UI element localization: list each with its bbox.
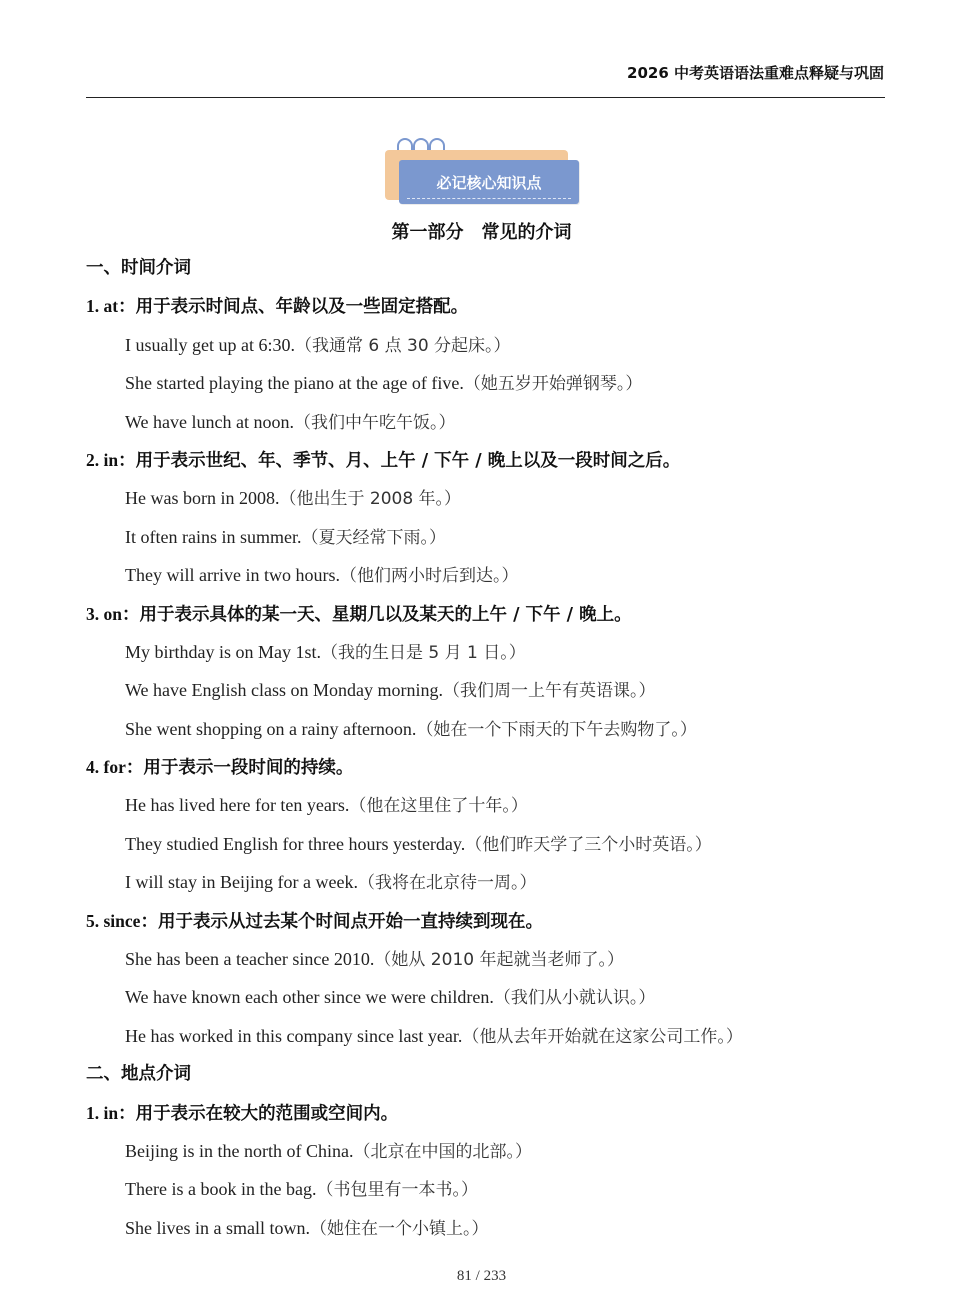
example-sentence (0, 559, 963, 597)
running-header: 2026 中考英语语法重难点释疑与巩固 (627, 64, 884, 82)
header-divider (86, 97, 885, 98)
example-translation: （我将在北京待一周。） (357, 873, 537, 894)
example-sentence (0, 367, 963, 405)
example-english: He has worked in this company since last year. (125, 1025, 463, 1046)
rule-preposition: 2. in (86, 449, 119, 470)
example-translation: （我们中午吃午饭。） (294, 412, 456, 433)
rule-description: ：用于表示在较大的范围或空间内。 (118, 1103, 399, 1124)
example-translation: （他们昨天学了三个小时英语。） (465, 834, 712, 855)
example-sentence (0, 789, 963, 827)
example-sentence (0, 866, 963, 904)
example-english: He has lived here for ten years. (125, 795, 350, 816)
example-translation: （她五岁开始弹钢琴。） (463, 374, 643, 395)
rule-heading (0, 905, 963, 943)
section-heading: 一、时间介词 (86, 258, 191, 278)
example-english: They studied English for three hours yesterday. (125, 833, 466, 854)
example-sentence (0, 521, 963, 559)
rule-description: ：用于表示从过去某个时间点开始一直持续到现在。 (140, 911, 543, 932)
example-translation: （夏天经常下雨。） (301, 527, 446, 548)
example-translation: （她在一个下雨天的下午去购物了。） (416, 719, 697, 740)
example-sentence (0, 329, 963, 367)
example-english: It often rains in summer. (125, 526, 302, 547)
example-english: I will stay in Beijing for a week. (125, 872, 358, 893)
rule-heading (0, 751, 963, 789)
example-translation: （书包里有一本书。） (316, 1180, 478, 1201)
rule-preposition: 1. in (86, 1102, 119, 1123)
example-english: I usually get up at 6:30. (125, 334, 295, 355)
content-body (0, 252, 963, 1250)
rule-description: ：用于表示时间点、年龄以及一些固定搭配。 (118, 297, 469, 318)
example-translation: （他出生于 2008 年。） (279, 489, 462, 510)
example-english: We have known each other since we were children. (125, 987, 494, 1008)
example-english: There is a book in the bag. (125, 1179, 317, 1200)
example-sentence (0, 1135, 963, 1173)
example-translation: （他在这里住了十年。） (349, 796, 528, 817)
example-sentence (0, 828, 963, 866)
example-sentence (0, 1212, 963, 1250)
example-english: She started playing the piano at the age of five. (125, 373, 464, 394)
rule-description: ：用于表示一段时间的持续。 (125, 758, 354, 779)
rule-heading (0, 598, 963, 636)
example-sentence (0, 981, 963, 1019)
badge-dashed-line (407, 198, 571, 199)
rule-heading (0, 1097, 963, 1135)
example-translation: （她从 2010 年起就当老师了。） (374, 950, 624, 971)
part-title: 第一部分 常见的介词 (391, 222, 572, 243)
example-translation: （我们周一上午有英语课。） (443, 681, 656, 702)
example-english: My birthday is on May 1st. (125, 641, 321, 662)
example-translation: （北京在中国的北部。） (353, 1141, 532, 1162)
example-english: She went shopping on a rainy afternoon. (125, 718, 417, 739)
example-sentence (0, 482, 963, 520)
example-translation: （我通常 6 点 30 分起床。） (294, 335, 511, 356)
example-translation: （他们两小时后到达。） (339, 566, 519, 587)
example-english: She lives in a small town. (125, 1217, 310, 1238)
rule-preposition: 5. since (86, 910, 141, 931)
example-english: We have lunch at noon. (125, 411, 294, 432)
knowledge-badge (385, 138, 585, 210)
rule-preposition: 1. at (86, 296, 119, 317)
rule-heading (0, 290, 963, 328)
rule-description: ：用于表示世纪、年、季节、月、上午 / 下午 / 晚上以及一段时间之后。 (118, 450, 681, 471)
section-heading: 二、地点介词 (86, 1064, 191, 1085)
example-sentence (0, 713, 963, 751)
example-sentence (0, 636, 963, 674)
example-english: He was born in 2008. (125, 488, 280, 509)
example-sentence (0, 674, 963, 712)
rule-description: ：用于表示具体的某一天、星期几以及某天的上午 / 下午 / 晚上。 (121, 604, 632, 625)
example-translation: （她住在一个小镇上。） (309, 1218, 489, 1239)
example-sentence (0, 1020, 963, 1058)
rule-preposition: 3. on (86, 603, 122, 624)
example-english: They will arrive in two hours. (125, 565, 340, 586)
rule-preposition: 4. for (86, 757, 126, 778)
page-number: 81 / 233 (456, 1268, 507, 1284)
rule-heading (0, 444, 963, 482)
example-english: Beijing is in the north of China. (125, 1140, 354, 1161)
example-translation: （我的生日是 5 月 1 日。） (321, 642, 526, 663)
example-english: She has been a teacher since 2010. (125, 949, 375, 970)
example-translation: （他从去年开始就在这家公司工作。） (462, 1026, 743, 1047)
example-sentence (0, 943, 963, 981)
example-sentence (0, 406, 963, 444)
example-sentence (0, 1173, 963, 1211)
example-english: We have English class on Monday morning. (125, 680, 443, 701)
badge-label: 必记核心知识点 (399, 160, 579, 204)
example-translation: （我们从小就认识。） (493, 988, 656, 1009)
